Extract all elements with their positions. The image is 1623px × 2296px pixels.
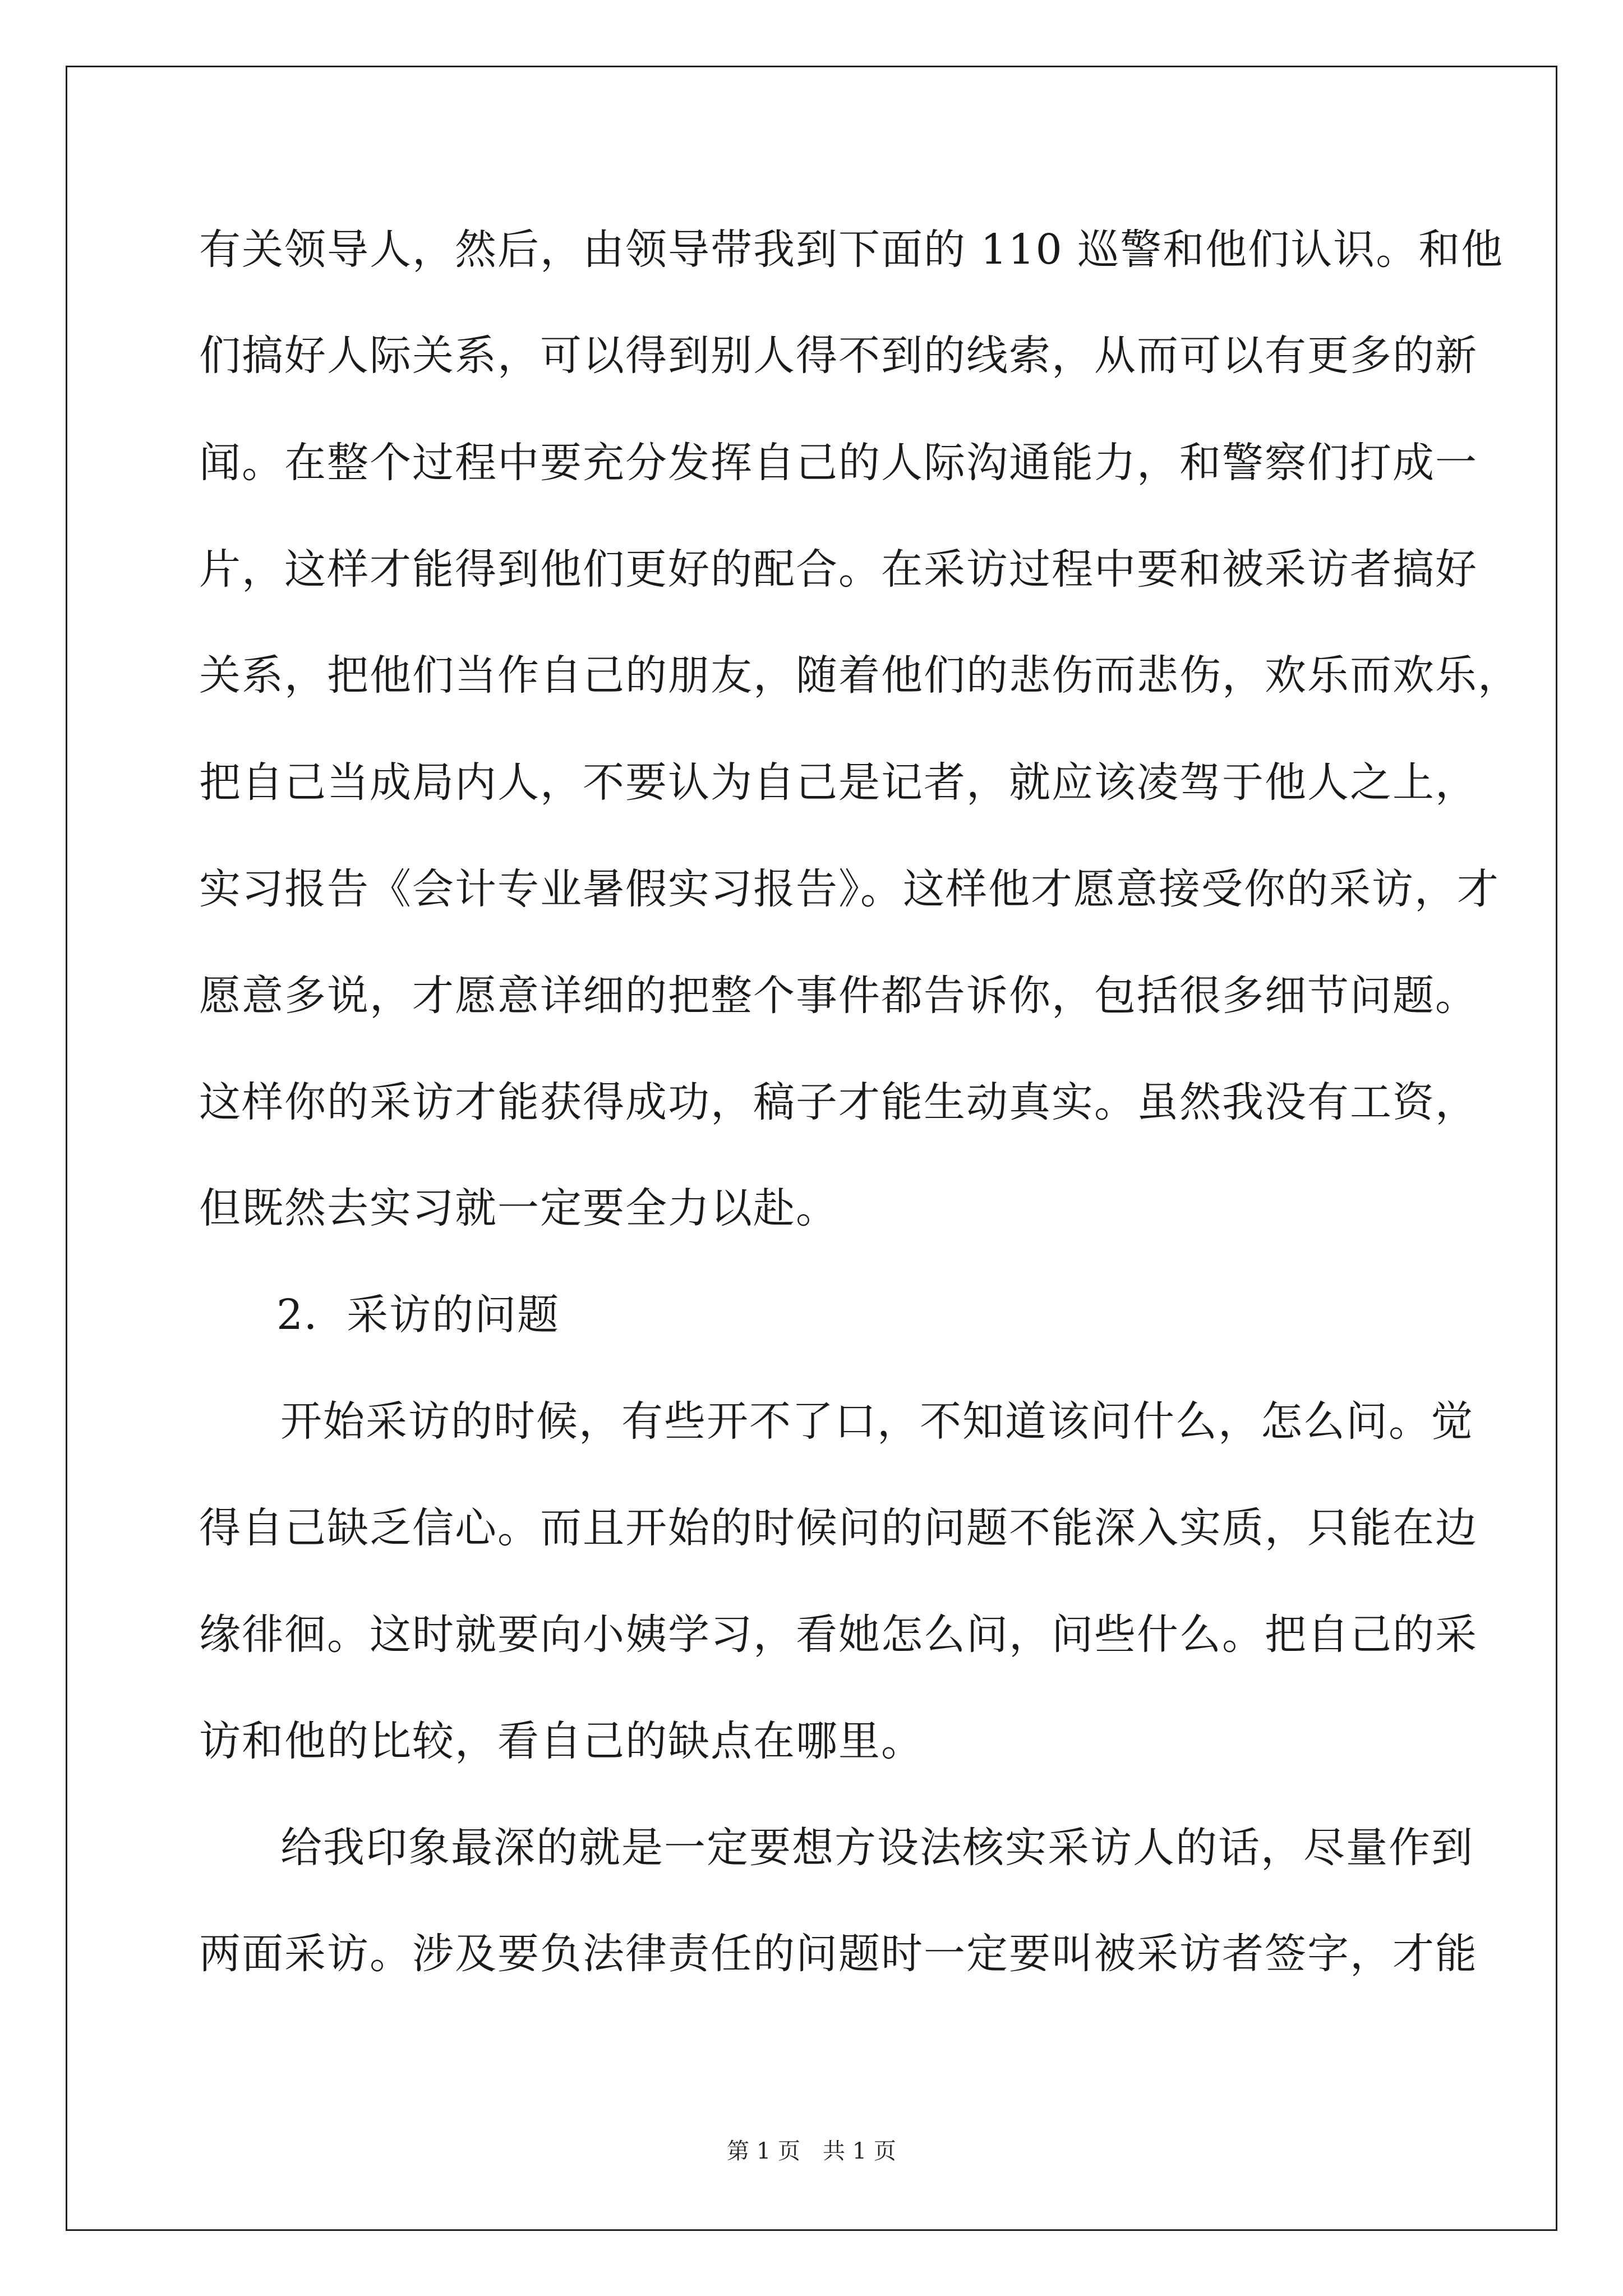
text-line: 得自己缺乏信心。而且开始的时候问的问题不能深入实质，只能在边	[199, 1504, 1478, 1552]
page-border	[66, 66, 1557, 2231]
text-line: 缘徘徊。这时就要向小姨学习，看她怎么问，问些什么。把自己的采	[199, 1611, 1478, 1659]
text-line: 两面采访。涉及要负法律责任的问题时一定要叫被采访者签字，才能	[199, 1930, 1478, 1978]
text-line: 闻。在整个过程中要充分发挥自己的人际沟通能力，和警察们打成一	[199, 439, 1478, 487]
text-line: 片，这样才能得到他们更好的配合。在采访过程中要和被采访者搞好	[199, 545, 1478, 593]
text-line: 关系，把他们当作自己的朋友，随着他们的悲伤而悲伤，欢乐而欢乐，	[199, 651, 1520, 700]
text-line: 愿意多说，才愿意详细的把整个事件都告诉你，包括很多细节问题。	[199, 972, 1478, 1020]
page-footer: 第 1 页 共 1 页	[727, 2138, 896, 2164]
text-line: 们搞好人际关系，可以得到别人得不到的线索，从而可以有更多的新	[199, 332, 1478, 380]
text-line: 但既然去实习就一定要全力以赴。	[199, 1184, 838, 1232]
text-line: 把自己当成局内人，不要认为自己是记者，就应该凌驾于他人之上，	[199, 758, 1478, 807]
text-line: 访和他的比较，看自己的缺点在哪里。	[199, 1717, 924, 1765]
section-heading: 2．采访的问题	[276, 1291, 560, 1339]
text-line: 实习报告《会计专业暑假实习报告》。这样他才愿意接受你的采访，才	[199, 865, 1500, 913]
text-line: 给我印象最深的就是一定要想方设法核实采访人的话，尽量作到	[280, 1824, 1474, 1872]
text-line: 开始采访的时候，有些开不了口，不知道该问什么，怎么问。觉	[280, 1397, 1474, 1446]
text-line: 这样你的采访才能获得成功，稿子才能生动真实。虽然我没有工资，	[199, 1078, 1478, 1126]
text-line: 有关领导人，然后，由领导带我到下面的 110 巡警和他们认识。和他	[199, 226, 1504, 274]
